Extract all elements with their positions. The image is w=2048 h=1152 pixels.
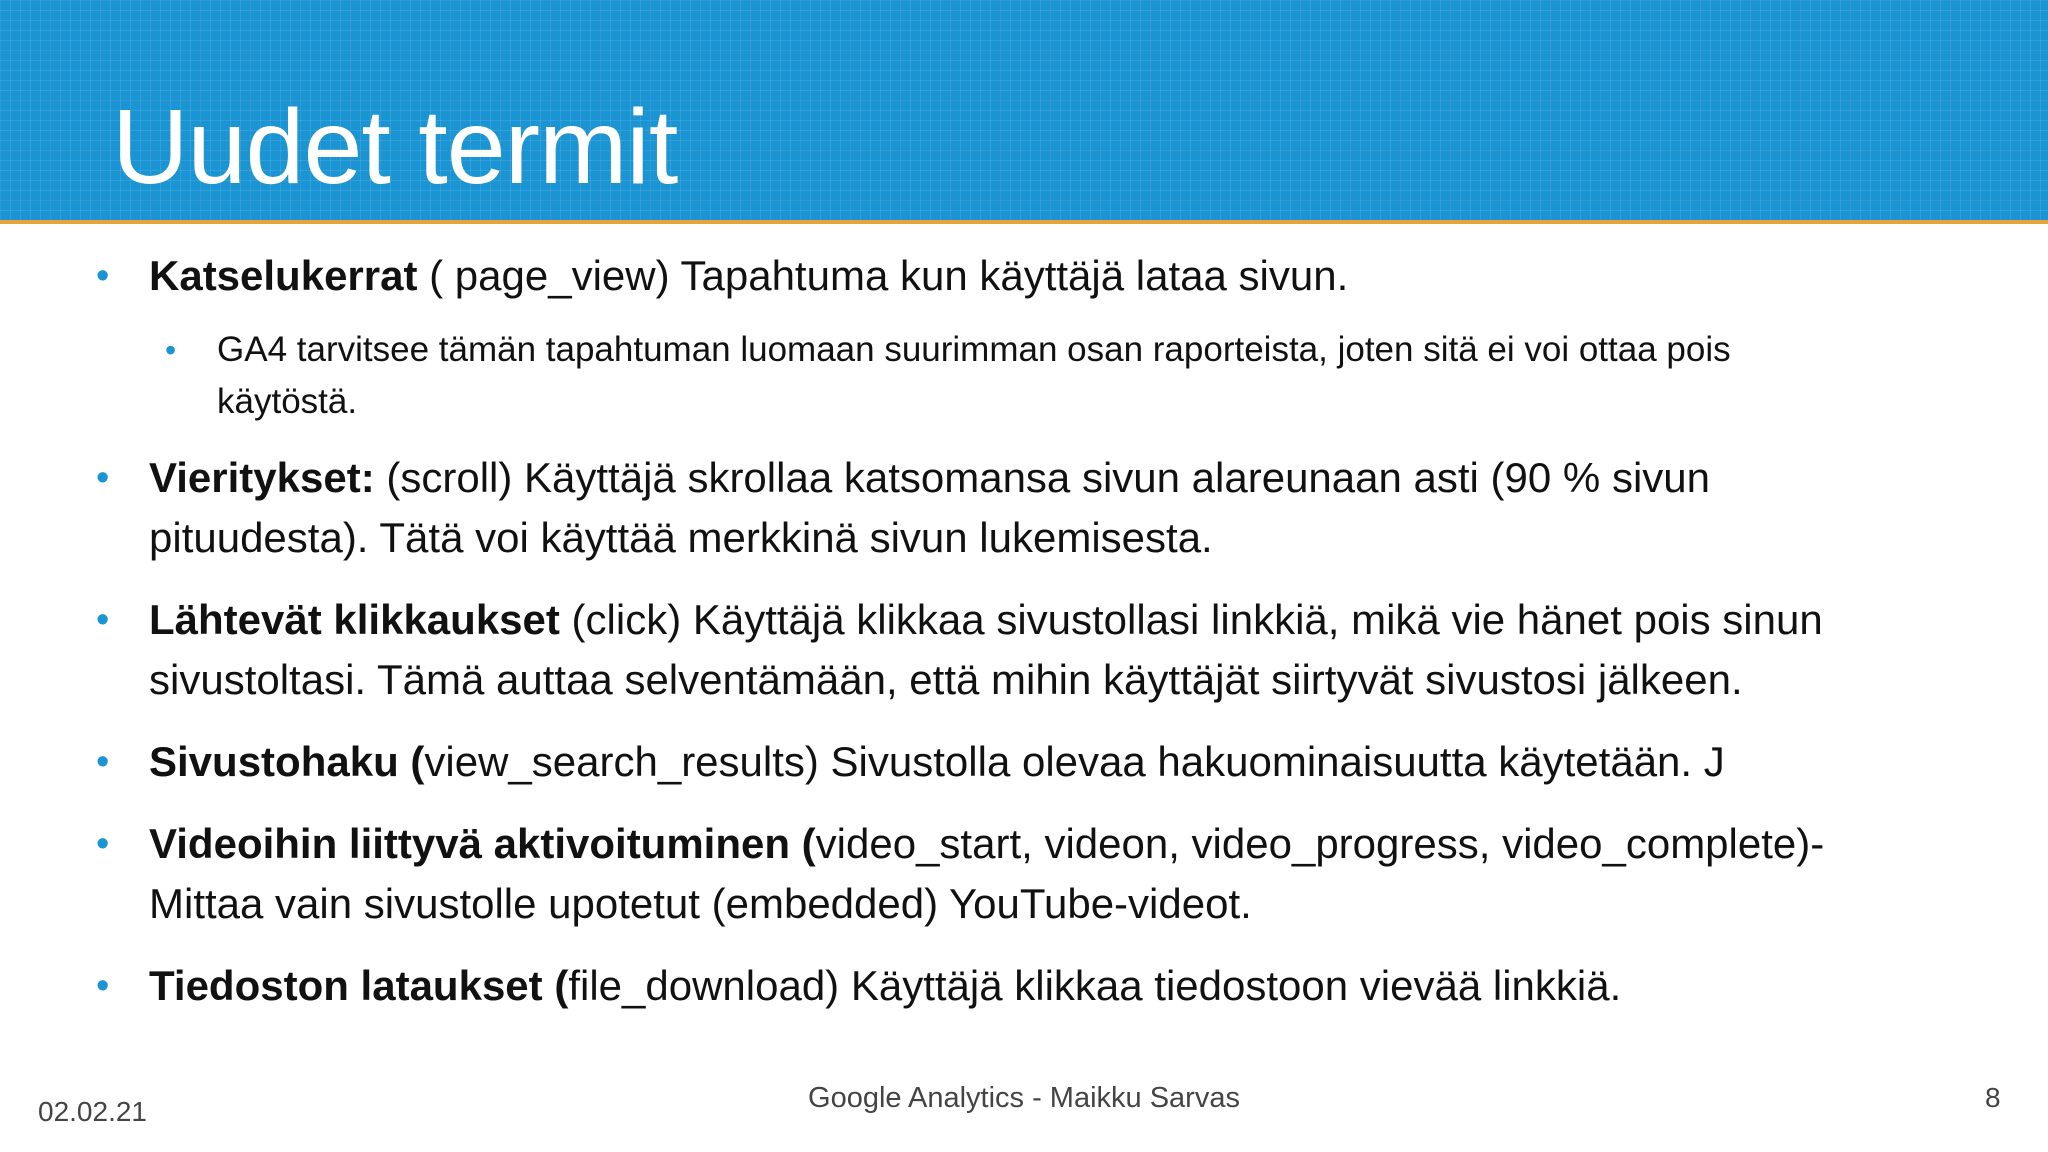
bullet-text: video_start, videon, video_progress, video_complete)- Mittaa vain sivustolle upotetut (embedded) YouTube-videot. [149,820,1825,927]
bullet-term: Videoihin liittyvä aktivoituminen ( [149,820,816,867]
title-divider [0,220,2048,224]
bullet-dot-icon: • [96,599,110,641]
footer-date: 02.02.21 [38,1096,147,1127]
bullet-text: ( page_view) Tapahtuma kun käyttäjä lataa sivun. [417,252,1349,299]
bullet-term: Sivustohaku ( [149,738,425,785]
slide-title: Uudet termit [112,88,678,206]
bullet-dot-icon: • [96,255,110,297]
bullet-term: Lähtevät klikkaukset [149,596,560,643]
sub-bullet-ga4 [0,324,1857,428]
page-number: 8 [1985,1082,2001,1113]
bullet-text: (scroll) Käyttäjä skrollaa katsomansa sivun alareunaan asti (90 % sivun pituudesta). Tätä voi käyttää merkkinä sivun lukemisesta. [149,454,1710,561]
bullet-text: file_download) Käyttäjä klikkaa tiedostoon vievää linkkiä. [568,962,1622,1009]
bullet-term: Vieritykset: [149,454,375,501]
bullet-katselukerrat [0,246,1849,306]
bullet-lahtevat-klikkaukset [0,590,1849,710]
bullet-tiedoston-lataukset [0,956,1849,1016]
bullet-dot-icon: • [96,965,110,1007]
bullet-term: Katselukerrat [149,252,418,299]
bullet-text: (click) Käyttäjä klikkaa sivustollasi linkkiä, mikä vie hänet pois sinun sivustoltasi. Tämä auttaa selventämään, että mihin käyttäjät siirtyvät sivustosi jälkeen. [149,596,1823,703]
bullet-dot-icon: • [165,332,177,368]
bullet-sivustohaku [0,732,1849,792]
bullet-dot-icon: • [96,457,110,499]
bullet-list [0,238,2048,1016]
bullet-videoihin [0,814,1849,934]
bullet-text: view_search_results) Sivustolla olevaa hakuominaisuutta käytetään. J [424,738,1725,785]
bullet-dot-icon: • [96,823,110,865]
bullet-vieritykset [0,448,1849,568]
bullet-dot-icon: • [96,741,110,783]
sub-bullet-text: GA4 tarvitsee tämän tapahtuman luomaan suurimman osan raporteista, joten sitä ei voi ottaa pois käytöstä. [217,330,1731,421]
footer-title: Google Analytics - Maikku Sarvas [808,1082,1240,1114]
bullet-term: Tiedoston lataukset ( [149,962,569,1009]
